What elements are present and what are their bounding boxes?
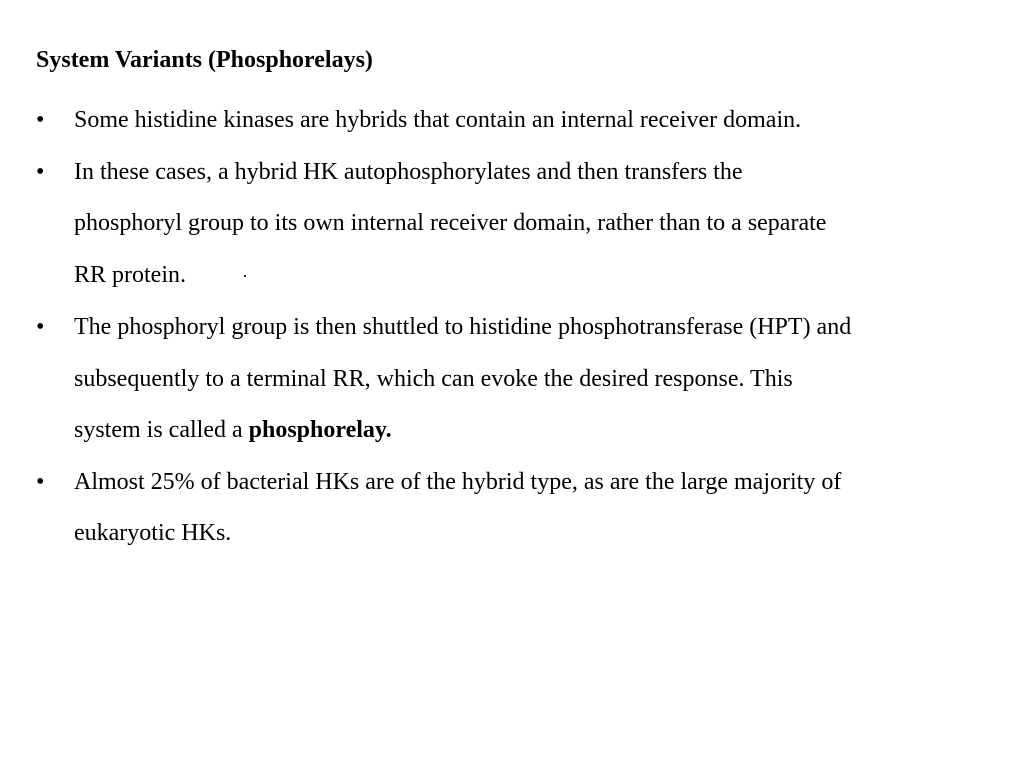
bullet-list [0,95,1024,560]
emphasized-term: phosphorelay. [248,417,392,443]
bullet-text-line: Some histidine kinases are hybrids that contain an internal receiver domain. [74,107,802,133]
bullet-marker: • [36,468,45,495]
bullet-item [0,95,1024,147]
bullet-item [0,147,1024,303]
bullet-text-line [74,250,1004,303]
bullet-text-line: subsequently to a terminal RR, which can evoke the desired response. This [74,365,793,392]
bullet-text-segment: system is called a [74,417,249,443]
bullet-marker: • [36,158,45,185]
stray-dot-mark: · [242,265,248,286]
bullet-item [0,302,1024,457]
bullet-marker: • [36,314,45,340]
bullet-text-line: phosphoryl group to its own internal receiver domain, rather than to a separate [74,210,827,236]
slide-title: System Variants (Phosphorelays) [36,47,373,73]
bullet-text-segment: RR protein. [74,261,186,288]
bullet-text-line: In these cases, a hybrid HK autophosphorylates and then transfers the [74,158,743,185]
bullet-marker: • [36,107,45,133]
bullet-item [0,457,1024,560]
bullet-text-line: Almost 25% of bacterial HKs are of the hybrid type, as are the large majority of [74,468,842,495]
bullet-text-line: The phosphoryl group is then shuttled to histidine phosphotransferase (HPT) and [74,314,852,340]
bullet-text-line [74,405,1004,457]
bullet-text-line: eukaryotic HKs. [74,520,232,546]
